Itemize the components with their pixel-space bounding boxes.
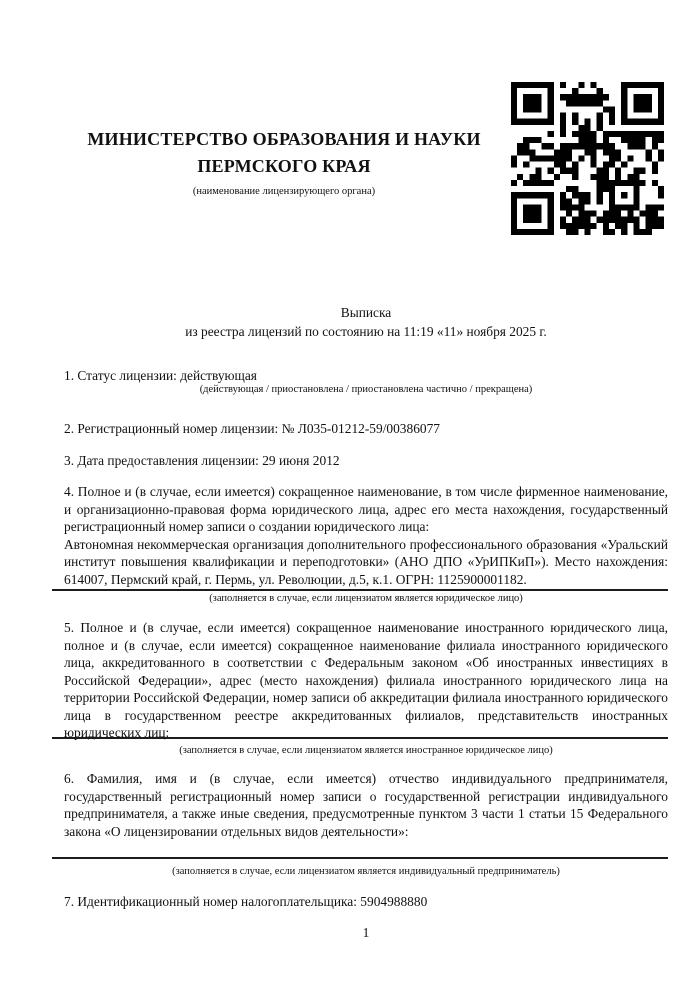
registration-number: 2. Регистрационный номер лицензии: № Л035-01212-59/00386077 xyxy=(64,421,440,436)
individual-entrepreneur-rule xyxy=(52,857,668,859)
page-number: 1 xyxy=(362,925,370,940)
legal-entity-value: Автономная некоммерческая организация дополнительного профессионального образования «Уральский институт повышения квалификации и переподготовки» (АНО ДПО «УрИПКиП»). Место нахождения: 614007, Пермский край, г. Пермь, ул. Революции, д.5, к.1. ОГРН: 1125900001182. xyxy=(64,536,668,587)
license-status-note: (действующая / приостановлена / приостановлена частично / прекращена) xyxy=(199,384,533,395)
grant-date: 3. Дата предоставления лицензии: 29 июня 2012 xyxy=(64,453,340,468)
legal-entity-rule xyxy=(52,589,668,591)
licensing-authority-block xyxy=(64,126,504,198)
taxpayer-id: 7. Идентификационный номер налогоплательщика: 5904988880 xyxy=(64,894,428,909)
foreign-entity-rule xyxy=(52,737,668,739)
individual-entrepreneur-note: (заполняется в случае, если лицензиатом является индивидуальный предприниматель) xyxy=(172,866,560,877)
legal-entity-note: (заполняется в случае, если лицензиатом является юридическое лицо) xyxy=(209,593,523,604)
ministry-name-caption: (наименование лицензирующего органа) xyxy=(192,186,376,197)
ministry-name-line1: МИНИСТЕРСТВО ОБРАЗОВАНИЯ И НАУКИ xyxy=(87,129,481,149)
legal-entity-section xyxy=(64,483,668,588)
license-status: 1. Статус лицензии: действующая xyxy=(64,368,257,383)
document-title xyxy=(64,303,668,341)
foreign-entity-note: (заполняется в случае, если лицензиатом является иностранное юридическое лицо) xyxy=(179,745,553,756)
document-title-line1: Выписка xyxy=(340,305,392,320)
qr-code-icon xyxy=(511,82,664,235)
ministry-name-line2: ПЕРМСКОГО КРАЯ xyxy=(197,156,371,176)
individual-entrepreneur-section: 6. Фамилия, имя и (в случае, если имеется) отчество индивидуального предпринимателя, государственный регистрационный номер записи о государственной регистрации индивидуального предпринимателя, а также иные сведения, предусмотренные пунктом 3 части 1 статьи 15 Федерального закона «О лицензировании отдельных видов деятельности»: xyxy=(64,771,668,839)
document-title-line2: из реестра лицензий по состоянию на 11:19 «11» ноября 2025 г. xyxy=(185,324,547,339)
foreign-entity-section: 5. Полное и (в случае, если имеется) сокращенное наименование иностранного юридического лица, полное и (в случае, если имеется) сокращенное наименование филиала иностранного юридического лица, аккредитованного в соответствии с Федеральным законом «Об иностранных инвестициях в Российской Федерации», адрес (место нахождения) филиала иностранного юридического лица на территории Российской Федерации, номер записи об аккредитации филиала иностранного юридического лица в государственном реестре аккредитованных филиалов, представительств иностранных юридических лиц: xyxy=(64,620,668,740)
legal-entity-description: 4. Полное и (в случае, если имеется) сокращенное наименование, в том числе фирменное наименование, и организационно-правовая форма юридического лица, адрес его места нахождения, государственный регистрационный номер записи о создании юридического лица: xyxy=(64,484,668,534)
